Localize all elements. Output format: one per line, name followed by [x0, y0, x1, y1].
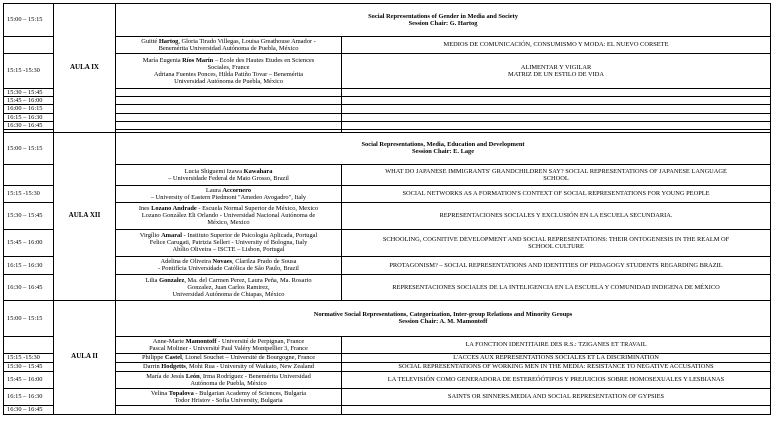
session-title: Social Representations of Gender in Media and Society: [368, 12, 518, 20]
author-line: Guitté Hartog, Gloria Tirado Villegas, Louisa Greathouse Amador -: [141, 37, 316, 45]
time-slot: 16:15 – 16:30: [4, 256, 54, 274]
talk-title: REPRESENTACIONES SOCIALES Y EXCLUSIÓN EN LA ESCUELA SECUNDARIA.: [342, 202, 771, 229]
author-line: Ines Lozano Andrade - Escuela Normal Superior de México, Mexico: [138, 205, 319, 213]
author-line: Lilia Gonzalez, Ma. del Carmen Perez, Laura Peña, Ma. Rosario: [145, 276, 312, 284]
talk-row: [4, 388, 771, 405]
time-slot: 16:00 – 16:15: [4, 105, 54, 113]
author-affiliation: - Pontifícia Universidade Católica de São Paulo, Brazil: [158, 265, 299, 273]
empty-slot-row: [4, 89, 771, 97]
session-chair: Session Chair: A. M. Mamontoff: [398, 318, 488, 326]
author-line: María Eugenia Ríos Marín – Ecole des Hautes Etudes en Sciences: [142, 56, 315, 64]
talk-title: SOCIAL NETWORKS AS A FORMATION'S CONTEXT OF SOCIAL REPRESENTATIONS FOR YOUNG PEOPLE: [342, 185, 771, 202]
talk-title: SCHOOLING, COGNITIVE DEVELOPMENT AND SOCIAL REPRESENTATIONS: THEIR ONTOGENESIS IN THE REALM OF SCHOOL CULTURE: [342, 229, 771, 256]
author-line: María de Jesús León, Irma Rodríguez - Benemérita Universidad: [146, 372, 311, 380]
session-heading: [116, 132, 771, 164]
talk-title: LA TELEVISIÓN COMO GENERADORA DE ESTEREÓÓTIPOS Y PREJUICIOS SOBRE HOMOSEXUALES Y LESBIANAS: [342, 371, 771, 388]
talk-authors: [116, 185, 342, 202]
author-affiliation: Universidad Autónoma de Puebla, México: [174, 78, 283, 86]
talk-authors: [116, 54, 342, 89]
talk-title: WHAT DO JAPANESE IMMIGRANTS' GRANDCHILDREN SAY? SOCIAL REPRESENTATIONS OF JAPANESE LANGUAGE SCHOOL: [342, 164, 771, 185]
author-line: Laura Accornero: [205, 186, 252, 194]
author-line: Felice Carugati, Patrizia Selleri - University of Bologna, Italy: [149, 239, 308, 247]
time-slot: 15:45 – 16:00: [4, 371, 54, 388]
time-slot: 15:00 – 15:15: [4, 132, 54, 164]
talk-row: [4, 371, 771, 388]
talk-authors: [116, 164, 342, 185]
author-affiliation: – Universidade Federal de Mato Grosso, Brazil: [168, 174, 289, 182]
author-affiliation: México, Mexico: [207, 219, 250, 227]
talk-authors: [116, 362, 342, 371]
time-slot: 15:30 – 15:45: [4, 89, 54, 97]
author-line: Philippe Castel, Lionel Souchet – Université de Bourgogne, France: [141, 354, 316, 362]
session-chair: Session Chair: G. Hartog: [408, 20, 478, 27]
talk-authors: [116, 336, 342, 353]
empty-slot-row: [4, 121, 771, 129]
talk-row: [4, 185, 771, 202]
empty-slot-row: [4, 113, 771, 121]
time-slot: 16:30 – 16:45: [4, 274, 54, 300]
author-line: Lucia Shiguemi Izawa Kawahara: [184, 167, 273, 175]
author-affiliation: Autónoma de Puebla, México: [190, 379, 267, 387]
talk-title: PROTAGONISM? – SOCIAL REPRESENTATIONS AND IDENTITIES OF PEDAGOGY STUDENTS REGARDING BRAZIL: [342, 256, 771, 274]
talk-title: ALIMENTAR Y VIGILAR MATRIZ DE UN ESTILO DE VIDA: [342, 54, 771, 89]
talk-row: [4, 202, 771, 229]
room-label: AULA II: [54, 300, 116, 414]
author-line: Virgílio Amaral - Instituto Superior de Psicologia Aplicada, Portugal: [139, 232, 318, 240]
author-line: Gonzalez, Juan Carlos Ramirez,: [187, 283, 270, 291]
talk-row: [4, 37, 771, 54]
talk-row: [4, 54, 771, 89]
author-affiliation: Sociales, France: [207, 63, 250, 71]
time-slot: [4, 164, 54, 185]
time-slot: 15:15 -15:30: [4, 353, 54, 362]
author-line: Pascal Moliner - Université Paul Valéry Montpellier 3, France: [149, 344, 308, 352]
talk-authors: [116, 371, 342, 388]
room-label: AULA IX: [54, 4, 116, 133]
talk-authors: [116, 274, 342, 300]
talk-row: [4, 353, 771, 362]
talk-title: SOCIAL REPRESENTATIONS OF WORKING MEN IN THE MEDIA: RESISTANCE TO NEGATIVE ACCUSATIONS: [342, 362, 771, 371]
time-slot: 15:00 – 15:15: [4, 4, 54, 37]
empty-slot-row: [4, 105, 771, 113]
talk-row: [4, 256, 771, 274]
author-line: Lozano González Eli Orlando - Universidad Nacional Autónoma de: [141, 212, 316, 220]
session-header-row: [4, 300, 771, 336]
time-slot: 15:30 – 15:45: [4, 362, 54, 371]
talk-row: [4, 336, 771, 353]
time-slot: 16:15 – 16:30: [4, 388, 54, 405]
session-heading: [116, 4, 771, 37]
author-affiliation: Benemérita Universidad Autónoma de Puebla, México: [158, 45, 299, 52]
author-line: Velina Topalova - Bulgarian Academy of Sciences, Bulgaria: [150, 389, 307, 397]
author-affiliation: – University of Eastern Piedmont "Amedeo Avogadro", Italy: [150, 193, 307, 201]
time-slot: 15:15 -15:30: [4, 185, 54, 202]
talk-authors: [116, 353, 342, 362]
talk-title: MEDIOS DE COMUNICACIÓN, CONSUMISMO Y MODA: EL NUEVO CORSETE: [342, 37, 771, 54]
talk-row: [4, 362, 771, 371]
empty-slot-row: [4, 405, 771, 414]
talk-row: [4, 164, 771, 185]
talk-title: LA FONCTION IDENTITAIRE DES R.S.: TZIGANES ET TRAVAIL: [342, 336, 771, 353]
talk-authors: [116, 37, 342, 54]
talk-title: L'ACCES AUX REPRESENTATIONS SOCIALES ET LA DISCRIMINATION: [342, 353, 771, 362]
session-title: Normative Social Representations, Categorization, Inter-group Relations and Minority Groups: [313, 311, 573, 319]
session-title: Social Representations, Media, Education and Development: [361, 141, 525, 149]
author-line: Darrin Hodgetts, Mohi Rua - University of Waikato, New Zealand: [143, 363, 314, 371]
room-label: AULA XII: [54, 132, 116, 300]
session-header-row: [4, 132, 771, 164]
session-header-row: [4, 4, 771, 37]
talk-title: SAINTS OR SINNERS.MEDIA AND SOCIAL REPRESENTATION OF GYPSIES: [342, 388, 771, 405]
talk-row: [4, 229, 771, 256]
author-line: Adelina de Oliveira Novaes, Clarilza Prado de Sousa: [160, 258, 297, 266]
time-slot: 16:15 – 16:30: [4, 113, 54, 121]
author-line: Adriana Fuentes Ponces, Hilda Patiño Tovar – Benemérita: [153, 71, 304, 78]
time-slot: 15:45 – 16:00: [4, 229, 54, 256]
talk-row: [4, 274, 771, 300]
session-heading: [116, 300, 771, 336]
schedule-table: [3, 3, 771, 415]
author-line: Anne-Marie Mamontoff - Université de Perpignan, France: [152, 337, 305, 345]
time-slot: 15:00 – 15:15: [4, 300, 54, 336]
talk-title: REPRESENTACIONES SOCIALES DE LA INTELIGENCIA EN LA ESCUELA Y COMUNIDAD INDIGENA DE MÉXICO: [342, 274, 771, 300]
author-line: Todor Hristov - Sofia University, Bulgaria: [174, 396, 283, 404]
talk-authors: [116, 256, 342, 274]
time-slot: [4, 336, 54, 353]
talk-authors: [116, 229, 342, 256]
empty-slot-row: [4, 97, 771, 105]
author-affiliation: Universidad Autónoma de Chiapas, México: [172, 290, 285, 298]
time-slot: [4, 37, 54, 54]
time-slot: 16:30 – 16:45: [4, 405, 54, 414]
time-slot: 15:30 – 15:45: [4, 202, 54, 229]
talk-authors: [116, 202, 342, 229]
time-slot: 15:15 -15:30: [4, 54, 54, 89]
talk-authors: [116, 388, 342, 405]
time-slot: 15:45 – 16:00: [4, 97, 54, 105]
session-chair: Session Chair: E. Lage: [411, 148, 475, 156]
author-line: Abílio Oliveira – ISCTE – Lisbon, Portugal: [172, 246, 285, 254]
time-slot: 16:30 – 16:45: [4, 121, 54, 129]
